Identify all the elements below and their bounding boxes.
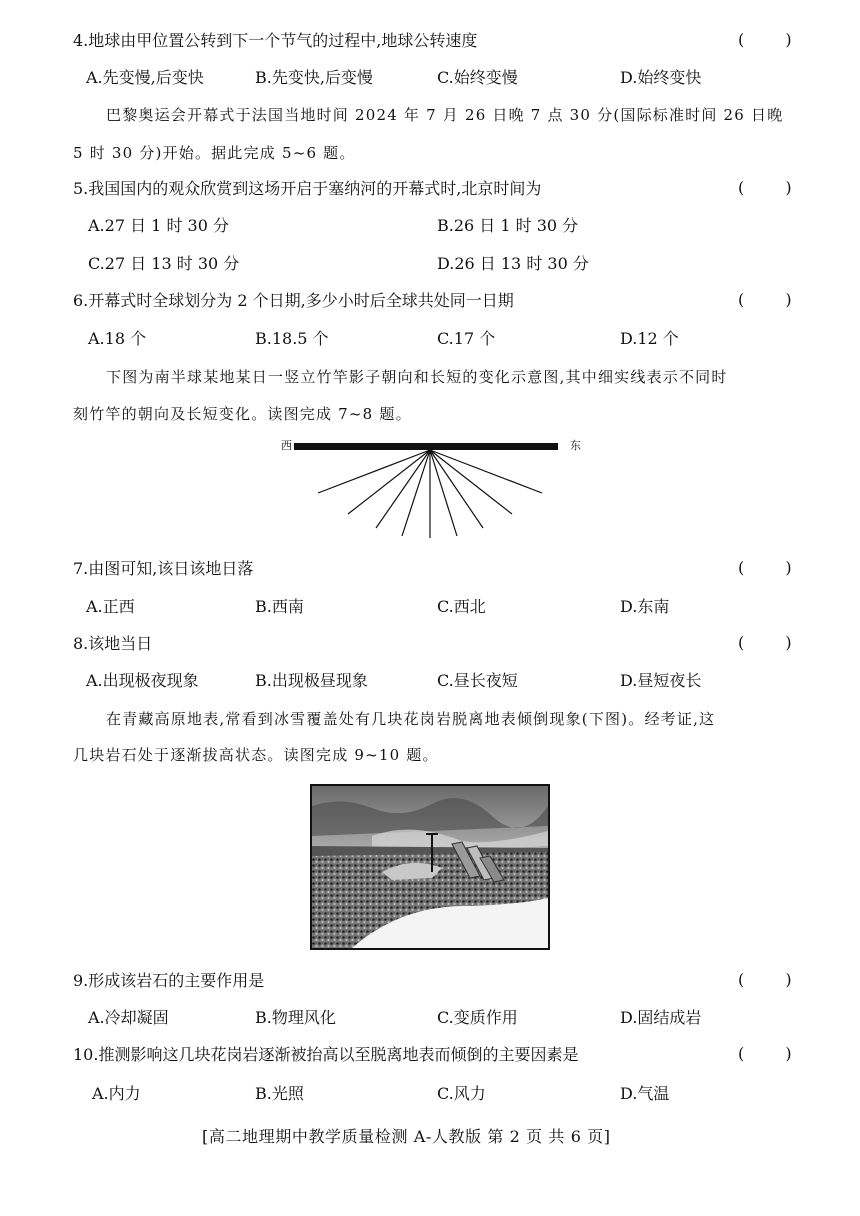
q7-option-b[interactable]: B.西南: [255, 597, 304, 616]
answer-bracket-6[interactable]: ( ): [738, 290, 810, 309]
intro-7-8-line1: 下图为南半球某地某日一竖立竹竿影子朝向和长短的变化示意图,其中细实线表示不同时: [106, 368, 728, 386]
q8-option-b[interactable]: B.出现极昼现象: [255, 671, 368, 690]
answer-bracket-9[interactable]: ( ): [738, 970, 810, 989]
intro-5-6-line1: 巴黎奥运会开幕式于法国当地时间 2024 年 7 月 26 日晚 7 点 30 分(国际标准时间 26 日晚: [106, 106, 784, 124]
q5-option-b[interactable]: B.26 日 1 时 30 分: [437, 216, 579, 235]
shadow-line: [318, 450, 430, 493]
q5-option-c[interactable]: C.27 日 13 时 30 分: [88, 254, 240, 273]
shadow-lines: [318, 450, 542, 538]
question-10-stem: 10.推测影响这几块花岗岩逐渐被抬高以至脱离地表而倾倒的主要因素是: [73, 1045, 579, 1064]
question-4-stem: 4.地球由甲位置公转到下一个节气的过程中,地球公转速度: [73, 31, 478, 50]
q7-option-d[interactable]: D.东南: [620, 597, 670, 616]
shadow-line: [348, 450, 430, 514]
q6-option-c[interactable]: C.17 个: [437, 329, 496, 348]
answer-bracket-8[interactable]: ( ): [738, 633, 810, 652]
q5-option-a[interactable]: A.27 日 1 时 30 分: [88, 216, 229, 235]
granite-photo: [310, 784, 550, 950]
intro-9-10-line1: 在青藏高原地表,常看到冰雪覆盖处有几块花岗岩脱离地表倾倒现象(下图)。经考证,这: [106, 710, 716, 728]
shadow-line: [430, 450, 483, 528]
q7-option-c[interactable]: C.西北: [437, 597, 486, 616]
intro-5-6-line2: 5 时 30 分)开始。据此完成 5~6 题。: [73, 144, 356, 162]
q9-option-c[interactable]: C.变质作用: [437, 1008, 518, 1027]
east-west-line: [294, 443, 558, 450]
answer-bracket-7[interactable]: ( ): [738, 558, 810, 577]
q4-option-a[interactable]: A.先变慢,后变快: [86, 68, 204, 87]
diagram-east-label: 东: [570, 439, 581, 452]
q10-option-d[interactable]: D.气温: [620, 1084, 670, 1103]
answer-bracket-5[interactable]: ( ): [738, 178, 810, 197]
q6-option-a[interactable]: A.18 个: [88, 329, 147, 348]
answer-bracket-10[interactable]: ( ): [738, 1044, 810, 1063]
shadow-diagram: [290, 438, 575, 548]
q5-option-d[interactable]: D.26 日 13 时 30 分: [437, 254, 589, 273]
q9-option-b[interactable]: B.物理风化: [255, 1008, 336, 1027]
question-5-stem: 5.我国国内的观众欣赏到这场开启于塞纳河的开幕式时,北京时间为: [73, 179, 542, 198]
shadow-line: [402, 450, 430, 536]
q9-option-a[interactable]: A.冷却凝固: [88, 1008, 169, 1027]
answer-bracket-4[interactable]: ( ): [738, 30, 810, 49]
q6-option-d[interactable]: D.12 个: [620, 329, 679, 348]
q10-option-a[interactable]: A.内力: [92, 1084, 141, 1103]
shadow-line: [430, 450, 457, 536]
q8-option-d[interactable]: D.昼短夜长: [620, 671, 702, 690]
question-9-stem: 9.形成该岩石的主要作用是: [73, 971, 265, 990]
q4-option-c[interactable]: C.始终变慢: [437, 68, 518, 87]
question-6-stem: 6.开幕式时全球划分为 2 个日期,多少小时后全球共处同一日期: [73, 291, 514, 310]
intro-9-10-line2: 几块岩石处于逐渐拔高状态。读图完成 9~10 题。: [73, 746, 439, 764]
q8-option-c[interactable]: C.昼长夜短: [437, 671, 518, 690]
q4-option-d[interactable]: D.始终变快: [620, 68, 702, 87]
page-footer: [高二地理期中教学质量检测 A-人教版 第 2 页 共 6 页]: [202, 1127, 611, 1146]
shadow-line: [430, 450, 542, 493]
q10-option-b[interactable]: B.光照: [255, 1084, 304, 1103]
q9-option-d[interactable]: D.固结成岩: [620, 1008, 702, 1027]
shadow-line: [376, 450, 430, 528]
q7-option-a[interactable]: A.正西: [86, 597, 135, 616]
shadow-line: [430, 450, 512, 514]
question-7-stem: 7.由图可知,该日该地日落: [73, 559, 254, 578]
q8-option-a[interactable]: A.出现极夜现象: [86, 671, 199, 690]
q10-option-c[interactable]: C.风力: [437, 1084, 486, 1103]
question-8-stem: 8.该地当日: [73, 634, 153, 653]
q6-option-b[interactable]: B.18.5 个: [255, 329, 329, 348]
intro-7-8-line2: 刻竹竿的朝向及长短变化。读图完成 7~8 题。: [73, 405, 412, 423]
diagram-west-label: 西: [281, 439, 292, 452]
q4-option-b[interactable]: B.先变快,后变慢: [255, 68, 373, 87]
